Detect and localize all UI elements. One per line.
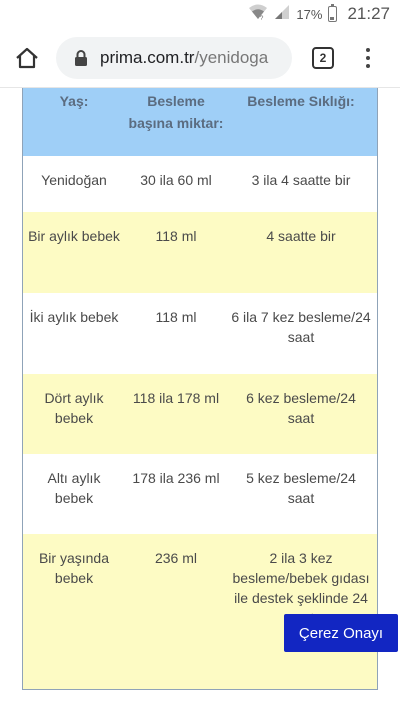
clock: 21:27 [347, 4, 390, 23]
cell-frequency: 5 kez besleme/24 saat [246, 470, 356, 506]
home-button[interactable] [12, 44, 42, 72]
cookie-consent-button[interactable]: Çerez Onayı [284, 614, 398, 652]
cell-frequency: 6 kez besleme/24 saat [246, 390, 356, 426]
cell-age: Dört aylık bebek [44, 390, 104, 426]
cell-frequency: 6 ila 7 kez besleme/24 saat [231, 309, 371, 345]
cell-amount: 178 ila 236 ml [132, 470, 220, 486]
cell-amount: 30 ila 60 ml [140, 172, 212, 188]
feeding-table [22, 88, 378, 690]
table-row [23, 534, 377, 689]
cell-age: İki aylık bebek [29, 309, 119, 325]
cell-age: Yenidoğan [41, 172, 107, 188]
header-age: Yaş: [59, 93, 89, 109]
cell-amount: 118 ila 178 ml [132, 390, 220, 406]
wifi-icon [248, 3, 268, 26]
cell-age: Bir yaşında bebek [38, 550, 110, 586]
lock-icon [72, 49, 90, 67]
table-row [23, 156, 377, 212]
tab-count: 2 [319, 51, 327, 65]
cell-age: Bir aylık bebek [28, 228, 120, 244]
header-frequency: Besleme Sıklığı: [247, 93, 355, 109]
table-row [23, 212, 377, 293]
table-row [23, 374, 377, 454]
table-row [23, 454, 377, 534]
url-text [100, 48, 268, 68]
status-icons [248, 4, 390, 24]
table-row [23, 293, 377, 374]
signal-icon [274, 4, 290, 25]
tabs-icon[interactable] [312, 47, 334, 69]
cell-frequency: 2 ila 3 kez besleme/bebek gıdası ile destek şeklinde 24 [232, 550, 370, 606]
url-path: /yenidoga [194, 48, 269, 67]
battery-icon [328, 6, 337, 22]
cell-amount: 118 ml [155, 228, 197, 244]
cell-frequency: 4 saatte bir [266, 228, 336, 244]
svg-text:?: ? [260, 15, 264, 21]
header-amount: Besleme başına miktar: [128, 93, 224, 131]
cell-amount: 236 ml [154, 550, 198, 566]
home-icon [14, 46, 40, 70]
more-vert-icon[interactable] [360, 44, 376, 72]
address-bar[interactable] [56, 37, 292, 79]
status-bar [0, 0, 400, 28]
table-header-row [23, 88, 377, 156]
cell-age: Altı aylık bebek [47, 470, 101, 506]
browser-toolbar [0, 28, 400, 88]
url-host: prima.com.tr [100, 48, 195, 67]
cell-amount: 118 ml [155, 309, 197, 325]
cell-frequency: 3 ila 4 saatte bir [251, 172, 351, 188]
battery-percent: 17% [296, 6, 323, 22]
